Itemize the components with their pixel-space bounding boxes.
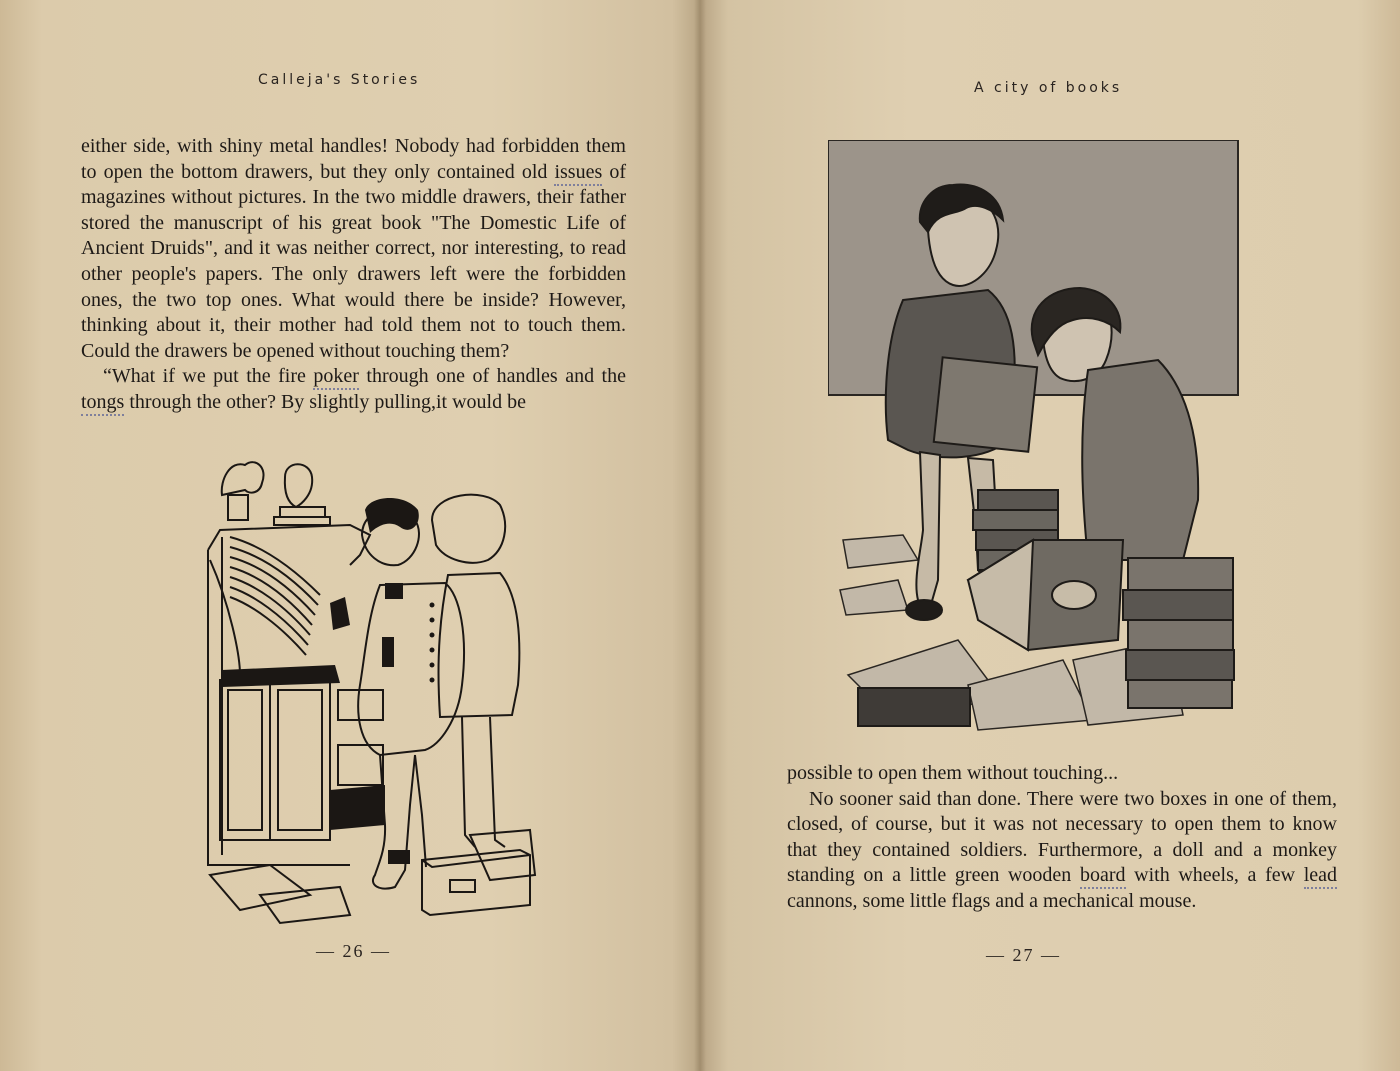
paragraph: possible to open them without touching... xyxy=(787,762,1119,784)
glossary-term-poker[interactable]: poker xyxy=(313,365,359,390)
book-gutter xyxy=(694,0,706,1071)
left-page-text xyxy=(81,134,626,416)
right-page xyxy=(700,0,1400,1071)
paragraph xyxy=(787,787,1337,915)
paragraph xyxy=(81,364,626,415)
text-run: cannons, some little flags and a mechanical mouse. xyxy=(787,889,1197,912)
page-number-right: — 27 — xyxy=(986,945,1061,965)
books-children-illustration xyxy=(828,140,1298,732)
text-run: “What if we put the fire xyxy=(103,365,314,388)
text-run: either side, with shiny metal handles! Nobody had forbidden them to open the bottom drawers, but they only contained old xyxy=(81,135,626,183)
desk-children-illustration xyxy=(200,455,545,925)
text-run: through the other? By slightly pulling,it would be xyxy=(124,390,526,413)
text-run: of magazines without pictures. In the two middle drawers, their father stored the manuscript of his great book "The Domestic Life of Ancient Druids", and it was neither correct, nor interesting, to read other people's papers. The only drawers left were the forbidden ones, the two top ones. What would there be inside? However, thinking about it, their mother had told them not to touch them. Could the drawers be opened without touching them? xyxy=(81,160,626,362)
text-run: No sooner said than done. There were two boxes in one of them, closed, of course, but it was not necessary to open them to know that they contained soldiers. Furthermore, a doll and a monkey standing on a little green wooden xyxy=(787,787,1337,887)
running-head-left: Calleja's Stories xyxy=(258,72,421,88)
page-number-left: — 26 — xyxy=(316,941,391,961)
running-head-right: A city of books xyxy=(974,80,1123,96)
glossary-term-lead[interactable]: lead xyxy=(1304,864,1337,889)
glossary-term-tongs[interactable]: tongs xyxy=(81,391,124,416)
glossary-term-board[interactable]: board xyxy=(1080,864,1126,889)
text-run: through one of handles and the xyxy=(358,365,626,388)
right-page-text xyxy=(787,761,1337,915)
text-run: with wheels, a few xyxy=(1125,864,1304,887)
glossary-term-issues[interactable]: issues xyxy=(554,161,602,186)
paragraph xyxy=(81,134,626,364)
